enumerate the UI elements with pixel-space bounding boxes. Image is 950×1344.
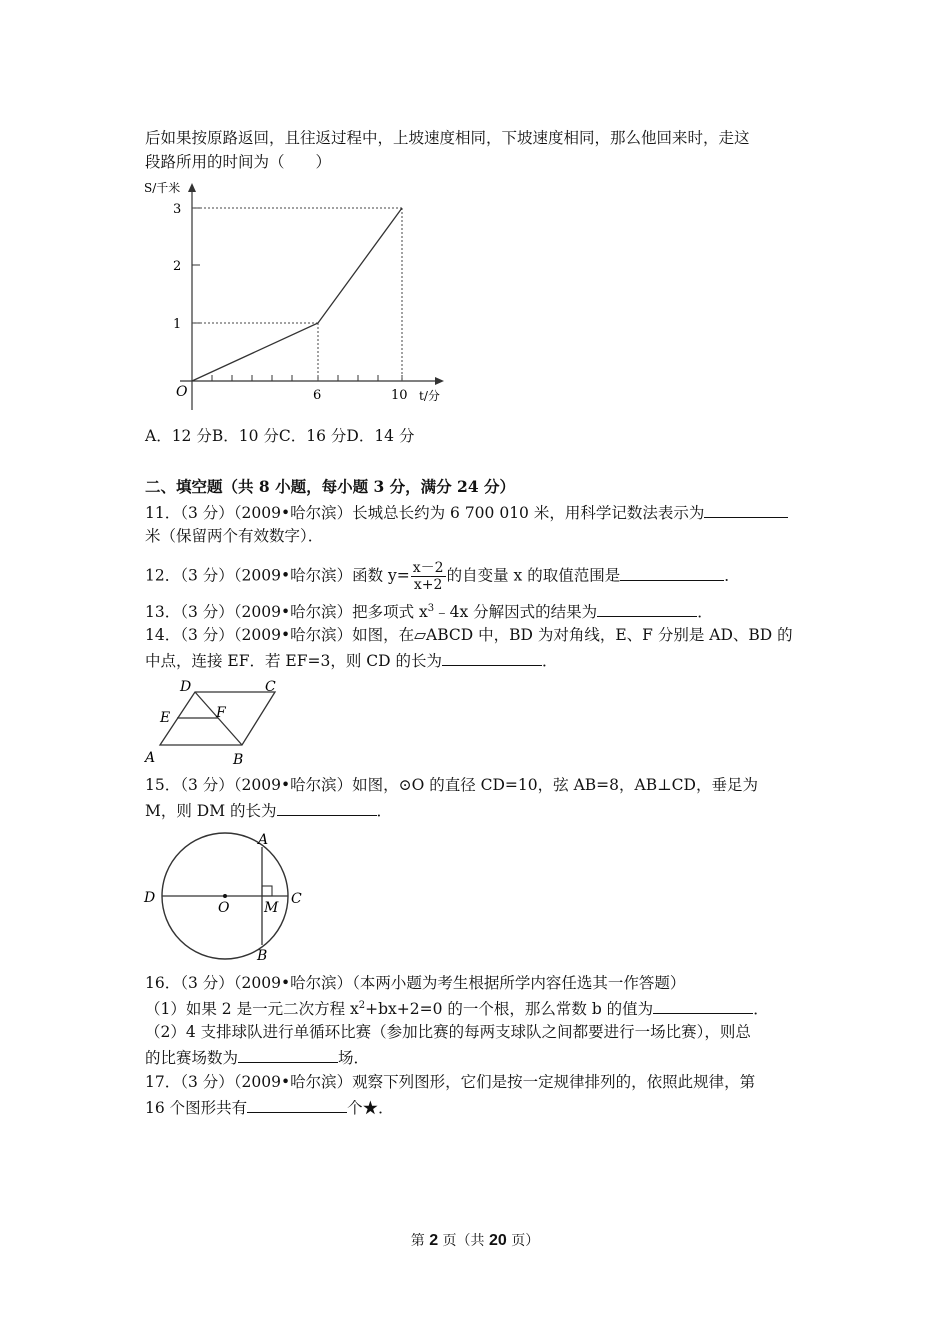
q14-line1: 14．（3 分）（2009•哈尔滨）如图，在▱ABCD 中，BD 为对角线，E、F 分别是 AD、BD 的 <box>145 626 793 644</box>
fraction: $\frac{x-2}{x+2}$ <box>412 560 444 593</box>
q10-options: A．12 分B．10 分C．16 分D．14 分 <box>145 427 415 445</box>
answer-blank <box>704 502 788 518</box>
svg-text:D: D <box>180 679 192 695</box>
svg-text:C: C <box>291 891 302 907</box>
q14-parallelogram-figure <box>140 675 290 770</box>
svg-text:A: A <box>258 832 269 848</box>
q11-line2: 米（保留两个有效数字）． <box>145 527 324 545</box>
section-heading: 二、填空题（共 8 小题，每小题 3 分，满分 24 分） <box>145 477 516 496</box>
svg-text:3: 3 <box>173 202 182 217</box>
svg-text:10: 10 <box>391 388 408 403</box>
q10-text-line1: 后如果按原路返回，且往返过程中，上坡速度相同，下坡速度相同，那么他回来时，走这 <box>145 129 750 147</box>
q17-line2: 16 个图形共有 个★． <box>145 1099 394 1117</box>
q16-part2-line1: （2）4 支排球队进行单循环比赛（参加比赛的每两支球队之间都要进行一场比赛），则总 <box>145 1023 751 1041</box>
distance-line <box>192 208 402 381</box>
q12-line: 12．（3 分）（2009•哈尔滨）函数 y= $\frac{x-2}{x+2}$ 的自变量 x 的取值范围是 ． <box>145 560 740 593</box>
q16-line1: 16．（3 分）（2009•哈尔滨）（本两小题为考生根据所学内容任选其一作答题） <box>145 974 686 992</box>
answer-blank <box>653 998 753 1014</box>
x-axis-label: t/分 <box>419 389 440 403</box>
q11-line1: 11．（3 分）（2009•哈尔滨）长城总长约为 6 700 010 米，用科学记数法表示为 <box>145 502 788 523</box>
answer-blank <box>597 601 697 617</box>
svg-text:6: 6 <box>313 388 322 403</box>
svg-text:2: 2 <box>173 259 182 274</box>
answer-blank <box>442 650 542 666</box>
svg-text:B: B <box>257 948 268 964</box>
svg-text:1: 1 <box>173 317 182 332</box>
svg-text:D: D <box>144 890 156 906</box>
answer-blank <box>620 565 724 581</box>
x-axis-arrow <box>435 377 444 385</box>
page-footer: 第 2 页（共 20 页） <box>410 1232 540 1249</box>
answer-blank <box>277 800 377 816</box>
y-axis-label: S/千米 <box>144 181 181 195</box>
q10-distance-time-graph <box>140 178 450 410</box>
q16-part1: （1）如果 2 是一元二次方程 $x^2+bx+2=0$ 的一个根，那么常数 b 的值为 ． <box>145 1000 769 1018</box>
q10-text-line2: 段路所用的时间为（ ） <box>145 153 332 171</box>
q15-circle-figure <box>140 828 310 968</box>
y-axis-arrow <box>188 183 196 192</box>
answer-blank <box>238 1047 338 1063</box>
svg-text:A: A <box>145 750 156 766</box>
q13-line: 13．（3 分）（2009•哈尔滨）把多项式 $x^3﹣4x$ 分解因式的结果为 ． <box>145 603 713 621</box>
answer-blank <box>247 1097 347 1113</box>
svg-text:F: F <box>216 705 226 721</box>
svg-text:E: E <box>160 710 171 726</box>
svg-text:C: C <box>265 679 276 695</box>
svg-text:M: M <box>264 900 279 916</box>
q14-line2: 中点，连接 EF．若 EF=3，则 CD 的长为 ． <box>145 652 558 670</box>
origin-label: O <box>176 384 188 400</box>
q15-line2: M，则 DM 的长为 ． <box>145 802 393 820</box>
q15-line1: 15．（3 分）（2009•哈尔滨）如图，⊙O 的直径 CD=10，弦 AB=8，AB⊥CD，垂足为 <box>145 776 758 794</box>
svg-text:B: B <box>233 752 244 768</box>
q17-line1: 17．（3 分）（2009•哈尔滨）观察下列图形，它们是按一定规律排列的，依照此规律，第 <box>145 1073 756 1091</box>
svg-text:O: O <box>218 900 230 916</box>
q16-part2-line2: 的比赛场数为 场． <box>145 1049 370 1067</box>
